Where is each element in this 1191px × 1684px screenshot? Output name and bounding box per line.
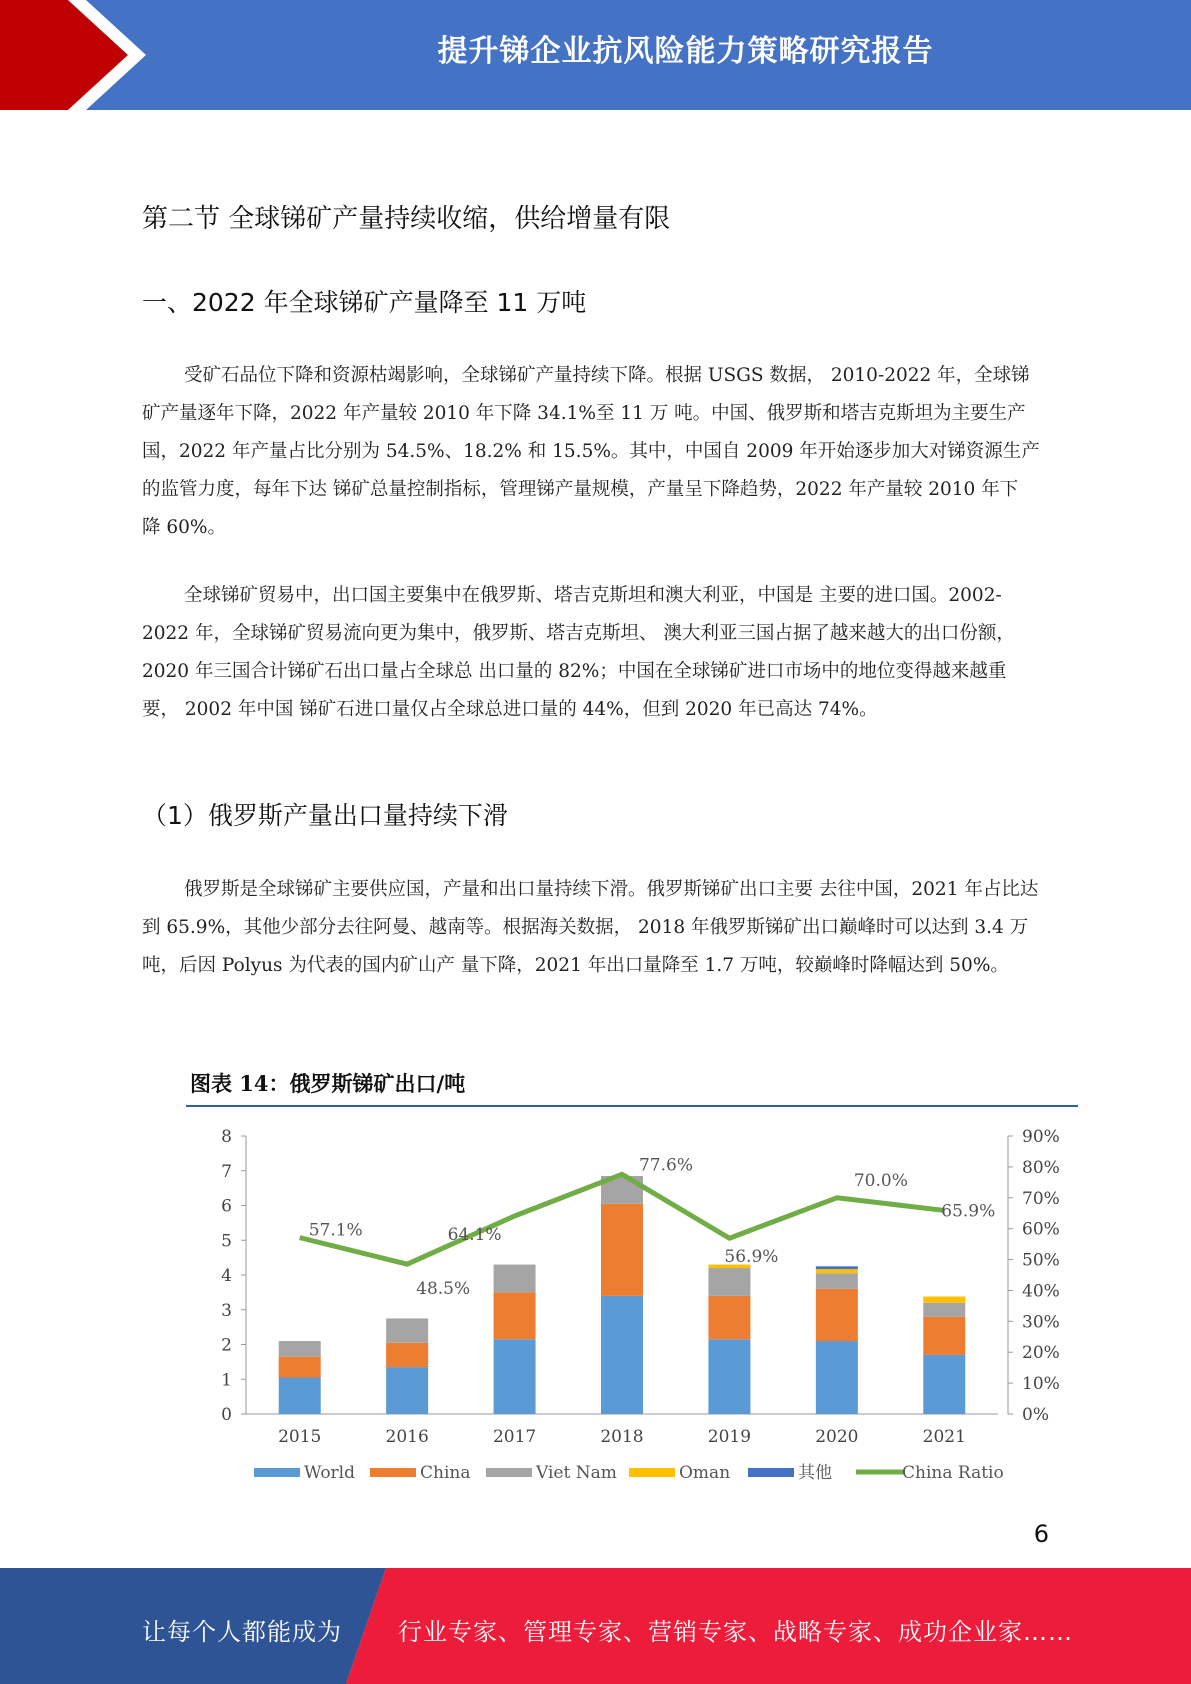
- y-right-tick-label: 0%: [1022, 1405, 1049, 1425]
- bar-china: [816, 1289, 858, 1341]
- export-chart: [186, 1112, 1078, 1512]
- bar-viet-nam: [279, 1341, 321, 1357]
- bar-viet-nam: [494, 1265, 536, 1293]
- y-left-tick-label: 4: [221, 1266, 232, 1286]
- legend-swatch: [748, 1468, 794, 1477]
- legend-label: World: [304, 1463, 355, 1483]
- bar-oman: [816, 1269, 858, 1273]
- bar-world: [601, 1296, 643, 1414]
- y-left-tick-label: 1: [221, 1370, 232, 1391]
- y-left-tick-label: 7: [221, 1161, 232, 1182]
- legend-swatch: [370, 1468, 416, 1477]
- y-right-tick-label: 90%: [1022, 1127, 1060, 1147]
- y-left-tick-label: 5: [221, 1231, 232, 1252]
- legend-label: China: [420, 1463, 471, 1483]
- x-tick-label: 2017: [492, 1427, 537, 1447]
- paragraph: 俄罗斯是全球锑矿主要供应国，产量和出口量持续下滑。俄罗斯锑矿出口主要 去往中国，2021 年占比达到 65.9%，其他少部分去往阿曼、越南等。根据海关数据， 2018 年俄罗斯锑矿出口巅峰时可以达到 3.4 万吨，后因 Polyus 为代表的国内矿山产 量下降，2021 年出口量降至 1.7 万吨，较巅峰时降幅达到 50%。: [142, 879, 1039, 976]
- report-title: 提升锑企业抗风险能力策略研究报告: [437, 34, 934, 69]
- figure-rule: [186, 1105, 1078, 1107]
- y-right-tick-label: 30%: [1022, 1312, 1060, 1333]
- bar-china: [279, 1357, 321, 1378]
- x-tick-label: 2020: [815, 1427, 859, 1447]
- footer-slogan-right: 行业专家、管理专家、营销专家、战略专家、成功企业家……: [398, 1618, 1073, 1646]
- bar-world: [494, 1339, 536, 1414]
- y-right-tick-label: 40%: [1022, 1281, 1060, 1302]
- x-tick-label: 2016: [385, 1427, 429, 1447]
- legend-label: China Ratio: [902, 1463, 1004, 1483]
- footer-slogan-left: 让每个人都能成为: [142, 1618, 342, 1646]
- bar-viet-nam: [923, 1303, 965, 1317]
- bar-world: [816, 1341, 858, 1414]
- y-left-tick-label: 6: [221, 1196, 232, 1217]
- legend-swatch: [629, 1468, 675, 1477]
- bar-viet-nam: [816, 1273, 858, 1289]
- header-arrow-decoration: [0, 0, 160, 110]
- bar-china: [923, 1317, 965, 1355]
- y-left-tick-label: 2: [221, 1335, 232, 1356]
- data-label: 64.1%: [447, 1225, 502, 1246]
- bar-其他: [816, 1266, 858, 1269]
- legend-label: Oman: [679, 1463, 731, 1483]
- y-right-tick-label: 80%: [1022, 1157, 1060, 1178]
- y-right-tick-label: 50%: [1022, 1250, 1060, 1271]
- y-right-tick-label: 60%: [1022, 1219, 1060, 1240]
- sub-heading: （1）俄罗斯产量出口量持续下滑: [142, 801, 508, 830]
- data-label: 77.6%: [638, 1155, 694, 1176]
- paragraph: 全球锑矿贸易中，出口国主要集中在俄罗斯、塔吉克斯坦和澳大利亚，中国是 主要的进口国。2002-2022 年，全球锑矿贸易流向更为集中，俄罗斯、塔吉克斯坦、 澳大利亚三国占据了越来越大的出口份额，2020 年三国合计锑矿石出口量占全球总 出口量的 82%；中国在全球锑矿进口市场中的地位变得越来越重要， 2002 年中国 锑矿石进口量仅占全球总进口量的 44%，但到 2020 年已高达 74%。: [142, 585, 1015, 720]
- x-tick-label: 2015: [278, 1427, 322, 1447]
- bar-china: [494, 1292, 536, 1339]
- page-number: 6: [1033, 1520, 1049, 1548]
- page-header: [0, 0, 1191, 110]
- y-left-tick-label: 3: [221, 1300, 232, 1321]
- y-right-tick-label: 20%: [1022, 1343, 1060, 1364]
- data-label: 48.5%: [416, 1279, 471, 1300]
- bar-viet-nam: [708, 1268, 750, 1296]
- bar-world: [923, 1355, 965, 1414]
- figure-caption: 图表 14：俄罗斯锑矿出口/吨: [190, 1071, 466, 1096]
- paragraph: 受矿石品位下降和资源枯竭影响，全球锑矿产量持续下降。根据 USGS 数据， 2010-2022 年，全球锑矿产量逐年下降，2022 年产量较 2010 年下降 34.1%至 11 万 吨。中国、俄罗斯和塔吉克斯坦为主要生产国，2022 年产量占比分别为 54.5%、18.2% 和 15.5%。其中，中国自 2009 年开始逐步加大对锑资源生产的监管力度，每年下达 锑矿总量控制指标，管理锑产量规模，产量呈下降趋势，2022 年产量较 2010 年下 降 60%。: [142, 365, 1040, 538]
- y-right-tick-label: 10%: [1022, 1374, 1060, 1395]
- bar-china: [601, 1204, 643, 1296]
- page-footer: [0, 1568, 1191, 1684]
- bar-world: [279, 1378, 321, 1414]
- data-label: 70.0%: [853, 1170, 908, 1191]
- bar-world: [708, 1339, 750, 1414]
- bar-oman: [923, 1297, 965, 1303]
- bar-china: [708, 1296, 750, 1339]
- legend-label: 其他: [798, 1463, 832, 1483]
- legend-label: Viet Nam: [536, 1463, 617, 1483]
- data-label: 56.9%: [724, 1247, 779, 1268]
- y-right-tick-label: 70%: [1022, 1188, 1060, 1209]
- section-title: 第二节 全球锑矿产量持续收缩，供给增量有限: [142, 204, 671, 234]
- bar-viet-nam: [386, 1318, 428, 1342]
- x-tick-label: 2018: [600, 1427, 644, 1447]
- x-tick-label: 2019: [707, 1427, 752, 1447]
- y-left-tick-label: 8: [221, 1127, 232, 1147]
- bar-world: [386, 1367, 428, 1414]
- legend-swatch: [254, 1468, 300, 1477]
- data-label: 65.9%: [941, 1201, 996, 1222]
- y-left-tick-label: 0: [221, 1405, 232, 1425]
- x-tick-label: 2021: [922, 1427, 966, 1447]
- bar-china: [386, 1343, 428, 1367]
- subsection-title: 一、2022 年全球锑矿产量降至 11 万吨: [142, 288, 587, 317]
- legend-swatch: [486, 1468, 532, 1477]
- data-label: 57.1%: [308, 1220, 363, 1241]
